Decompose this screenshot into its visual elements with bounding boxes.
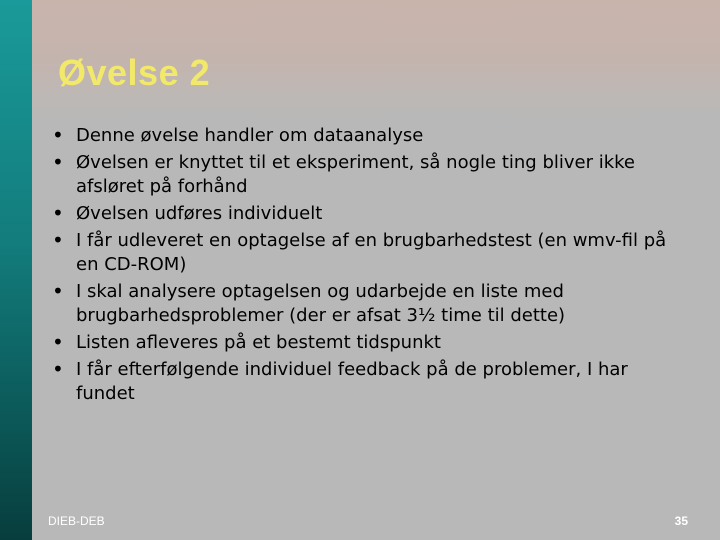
bullet-text: I får efterfølgende individuel feedback på de problemer, I har fundet	[76, 359, 628, 404]
bullet-icon: •	[52, 201, 64, 225]
bullet-item	[50, 331, 690, 355]
bullet-icon: •	[52, 150, 64, 174]
bullet-icon: •	[52, 228, 64, 252]
bullet-icon: •	[52, 279, 64, 303]
bullet-item	[50, 280, 690, 328]
page-number: 35	[674, 514, 688, 528]
bullet-text: I får udleveret en optagelse af en brugbarhedstest (en wmv-fil på en CD-ROM)	[76, 230, 667, 275]
bullet-list	[50, 124, 690, 409]
bullet-icon: •	[52, 330, 64, 354]
bullet-text: Øvelsen udføres individuelt	[76, 203, 323, 224]
bullet-text: Øvelsen er knyttet til et eksperiment, så nogle ting bliver ikke afsløret på forhånd	[76, 152, 636, 197]
bullet-icon: •	[52, 123, 64, 147]
bullet-item	[50, 229, 690, 277]
bullet-text: Denne øvelse handler om dataanalyse	[76, 125, 424, 146]
left-accent-bar	[0, 0, 32, 540]
slide-title: Øvelse 2	[58, 52, 211, 93]
footer-label: DIEB-DEB	[48, 514, 105, 528]
bullet-text: Listen afleveres på et bestemt tidspunkt	[76, 332, 441, 353]
bullet-item	[50, 358, 690, 406]
bullet-text: I skal analysere optagelsen og udarbejde en liste med brugbarhedsproblemer (der er afsat 3½ time til dette)	[76, 281, 566, 326]
bullet-item	[50, 151, 690, 199]
bullet-item	[50, 124, 690, 148]
bullet-icon: •	[52, 357, 64, 381]
bullet-item	[50, 202, 690, 226]
